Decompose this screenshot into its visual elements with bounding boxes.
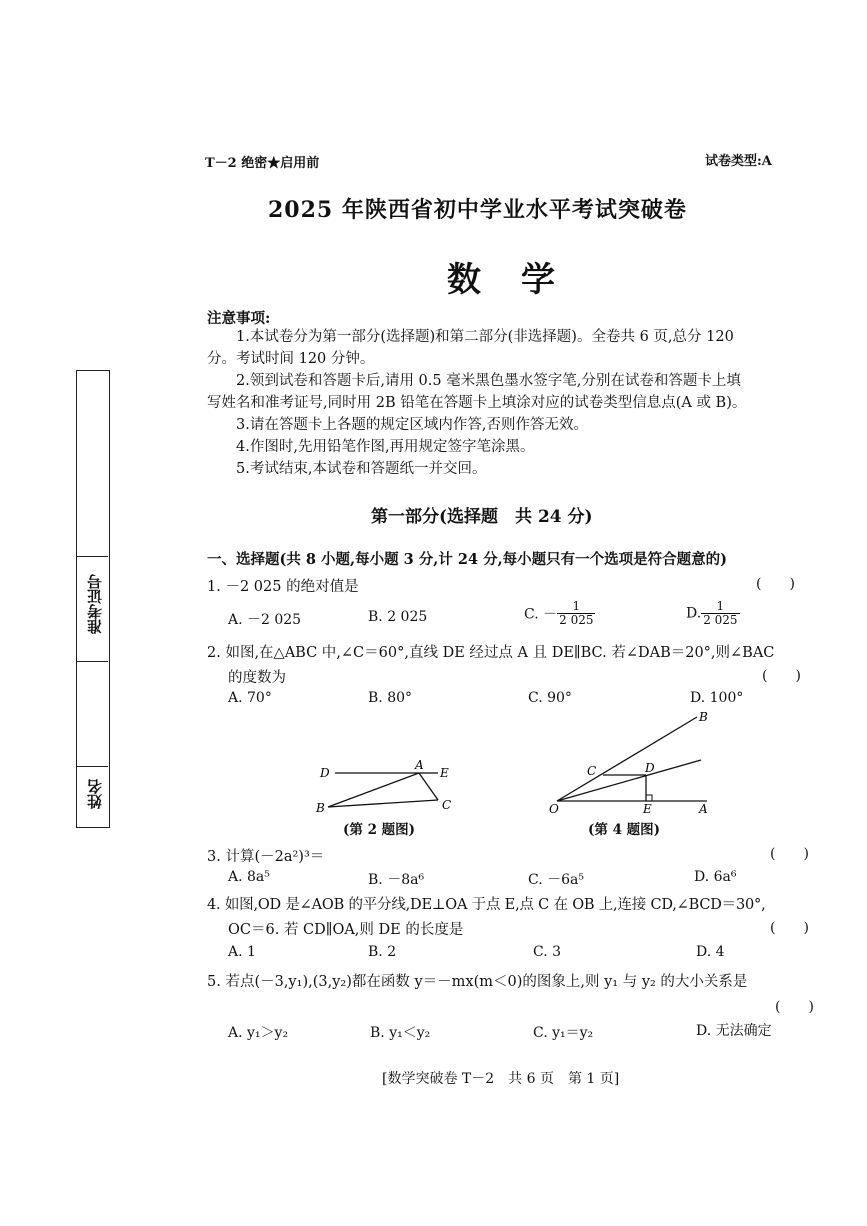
q1-option-d-fraction bbox=[701, 600, 739, 627]
label-b: B bbox=[699, 710, 708, 724]
q3-option-a: A. 8a⁵ bbox=[228, 869, 270, 885]
fraction-denominator: 2 025 bbox=[559, 613, 594, 627]
q2-option-d: D. 100° bbox=[690, 690, 744, 706]
q5-answer-paren: ( ) bbox=[775, 999, 814, 1015]
ray-od bbox=[557, 760, 701, 801]
note-line-1: 1.本试卷分为第一部分(选择题)和第二部分(非选择题)。全卷共 6 页,总分 120 bbox=[236, 329, 734, 345]
figure-4-caption: (第 4 题图) bbox=[588, 822, 661, 838]
label-c: C bbox=[587, 764, 597, 778]
segment-ac bbox=[419, 773, 438, 800]
q2-stem-line2: 的度数为 bbox=[228, 670, 286, 686]
note-line-3: 2.领到试卷和答题卡后,请用 0.5 毫米黑色墨水签字笔,分别在试卷和答题卡上填 bbox=[236, 373, 741, 389]
q1-option-a: A. －2 025 bbox=[228, 612, 302, 628]
note-line-4: 写姓名和准考证号,同时用 2B 铅笔在答题卡上填涂对应的试卷类型信息点(A 或 B)。 bbox=[207, 395, 747, 411]
q2-answer-paren: ( ) bbox=[762, 668, 801, 684]
right-angle-mark bbox=[646, 795, 652, 801]
q1-option-c-prefix: C. － bbox=[524, 606, 558, 623]
header-left: T－2 绝密★启用前 bbox=[205, 156, 320, 171]
q5-stem: 5. 若点(－3,y₁),(3,y₂)都在函数 y＝－mx(m＜0)的图象上,则 y₁ 与 y₂ 的大小关系是 bbox=[207, 974, 748, 990]
note-line-2: 分。考试时间 120 分钟。 bbox=[207, 351, 375, 367]
q5-option-c: C. y₁＝y₂ bbox=[533, 1025, 594, 1041]
label-d: D bbox=[320, 766, 330, 780]
ray-ob bbox=[557, 717, 697, 801]
q3-option-c: C. －6a⁵ bbox=[528, 872, 584, 888]
note-line-7: 5.考试结束,本试卷和答题纸一并交回。 bbox=[236, 461, 487, 477]
label-a: A bbox=[699, 802, 708, 816]
binding-margin-box bbox=[76, 370, 110, 828]
divider bbox=[77, 661, 108, 662]
header-right: 试卷类型:A bbox=[705, 154, 772, 169]
label-d: D bbox=[645, 761, 655, 775]
fraction-denominator: 2 025 bbox=[703, 613, 738, 627]
q2-option-a: A. 70° bbox=[228, 690, 272, 706]
note-line-6: 4.作图时,先用铅笔作图,再用规定签字笔涂黑。 bbox=[236, 439, 535, 455]
part1-title: 第一部分(选择题 共 24 分) bbox=[371, 507, 593, 527]
q4-option-c: C. 3 bbox=[533, 944, 562, 960]
q2-option-b: B. 80° bbox=[368, 690, 413, 706]
fraction-numerator: 1 bbox=[701, 600, 739, 614]
q1-option-d bbox=[686, 600, 740, 627]
q1-option-c-fraction bbox=[557, 600, 595, 627]
q4-option-b: B. 2 bbox=[368, 944, 397, 960]
q4-answer-paren: ( ) bbox=[770, 920, 809, 936]
exam-title: 2025 年陕西省初中学业水平考试突破卷 bbox=[268, 197, 687, 223]
q5-option-b: B. y₁＜y₂ bbox=[370, 1025, 431, 1041]
notes-heading: 注意事项: bbox=[207, 310, 271, 327]
student-name-label: 姓名 bbox=[86, 779, 104, 809]
label-e: E bbox=[440, 766, 449, 780]
figure-4-angle-bisector bbox=[545, 705, 720, 817]
divider bbox=[77, 556, 108, 557]
label-o: O bbox=[549, 802, 559, 816]
q4-stem-line2: OC＝6. 若 CD∥OA,则 DE 的长度是 bbox=[228, 922, 464, 938]
page-footer: [数学突破卷 T－2 共 6 页 第 1 页] bbox=[382, 1071, 620, 1087]
label-e: E bbox=[643, 802, 652, 816]
q3-option-d: D. 6a⁶ bbox=[694, 869, 737, 885]
q2-stem-line1: 2. 如图,在△ABC 中,∠C＝60°,直线 DE 经过点 A 且 DE∥BC. 若∠DAB＝20°,则∠BAC bbox=[207, 645, 775, 661]
figure-2-triangle bbox=[310, 755, 470, 815]
figure-2-caption: (第 2 题图) bbox=[343, 822, 416, 838]
part1-intro: 一、选择题(共 8 小题,每小题 3 分,计 24 分,每小题只有一个选项是符合题意的) bbox=[207, 551, 728, 568]
note-line-5: 3.请在答题卡上各题的规定区域内作答,否则作答无效。 bbox=[236, 417, 588, 433]
q5-option-d: D. 无法确定 bbox=[696, 1023, 772, 1039]
q1-answer-paren: ( ) bbox=[756, 576, 795, 592]
q2-option-c: C. 90° bbox=[528, 690, 572, 706]
divider bbox=[77, 766, 108, 767]
q3-option-b: B. －8a⁶ bbox=[368, 872, 425, 888]
label-b: B bbox=[316, 801, 325, 815]
q4-option-a: A. 1 bbox=[228, 944, 256, 960]
label-c: C bbox=[442, 798, 452, 812]
q1-option-b: B. 2 025 bbox=[368, 609, 428, 625]
label-a: A bbox=[415, 758, 424, 772]
q3-stem: 3. 计算(－2a²)³＝ bbox=[207, 849, 325, 865]
q5-option-a: A. y₁＞y₂ bbox=[228, 1025, 289, 1041]
exam-id-label: 准考证号 bbox=[86, 574, 104, 634]
q1-option-d-prefix: D. bbox=[686, 605, 702, 622]
q4-option-d: D. 4 bbox=[696, 944, 725, 960]
q1-stem: 1. －2 025 的绝对值是 bbox=[207, 579, 359, 595]
q1-option-c bbox=[524, 600, 595, 627]
fraction-numerator: 1 bbox=[557, 600, 595, 614]
q4-stem-line1: 4. 如图,OD 是∠AOB 的平分线,DE⊥OA 于点 E,点 C 在 OB 上,连接 CD,∠BCD＝30°, bbox=[207, 897, 766, 913]
subject-title: 数学 bbox=[447, 260, 595, 300]
q3-answer-paren: ( ) bbox=[770, 846, 809, 862]
